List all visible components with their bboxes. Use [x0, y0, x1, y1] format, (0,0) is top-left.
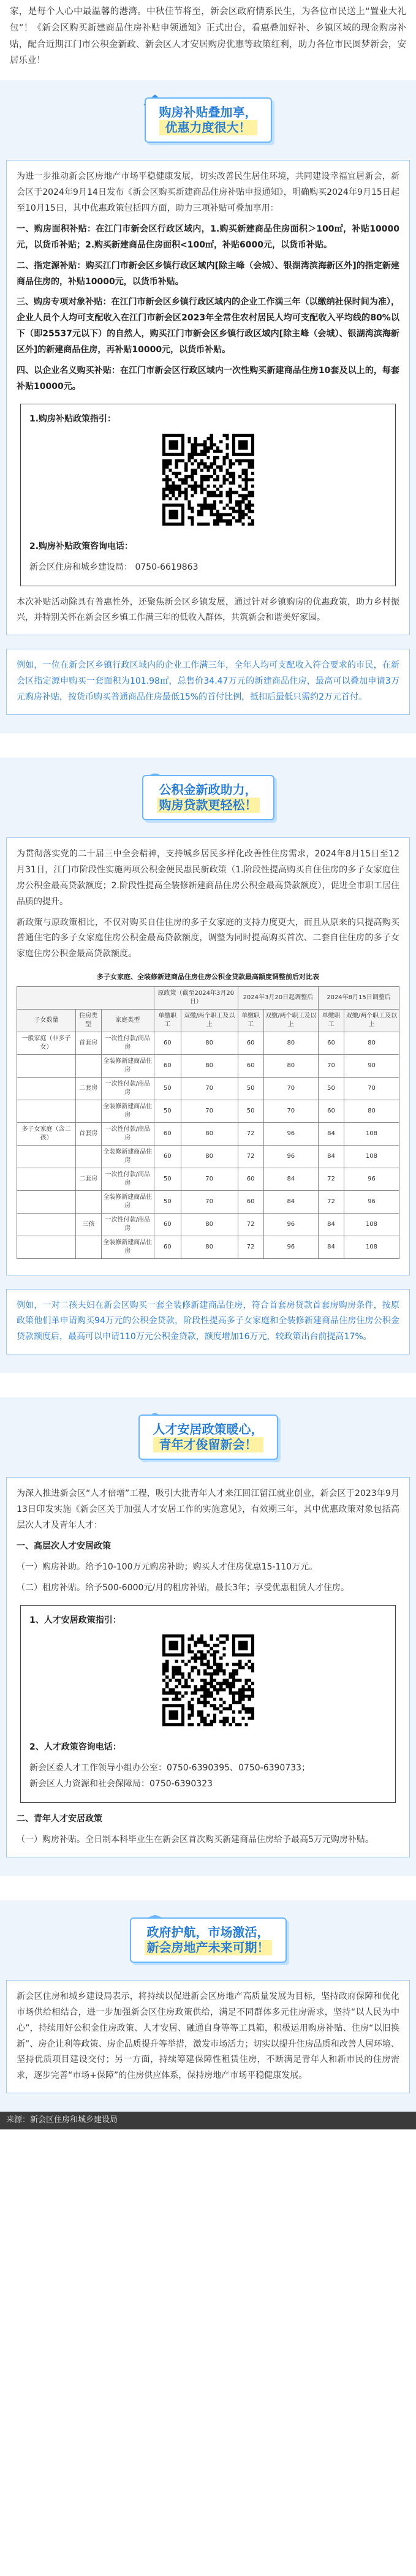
- table-cell: 96: [344, 1190, 399, 1213]
- policy-detail: 新政策与原政策相比，不仅对购买自住住房的多子女家庭的支持力度更大，而且从原来的只提高购买普通住宅的多子女家庭住房公积金最高贷款额度，调整为同时提高购买首次、二套自住住房的多子女家庭住房公积金最高贷款额度。: [17, 917, 399, 959]
- table-header-cell: 家庭类型: [101, 1009, 154, 1032]
- table-cell: 108: [344, 1122, 399, 1145]
- table-header-cell: 单缴职工: [238, 1009, 263, 1032]
- table-cell: 72: [238, 1145, 263, 1168]
- section-provident-fund: [0, 758, 416, 1373]
- loan-table: 原政策（截至2024年3月20日） 2024年3月20日起调整后 2024年8月15日调整后 子女数量 住房类型 家庭类型 单缴职工 双缴/两个职工及以上 单缴职工 双缴/两个职工及以上 单缴职工 双缴/两个职工及以上 一般家庭（非多子女） 首套房 一次性付款/商品房 60 80 60 80 60 80 全装修新建商品住房 60 80 60 80 70 90 二套房 一次性付款/商品房 50 70 50 70 50 70 全装修新建商品住房 50 70 50 70 60 80 多子女家庭（含二孩） 首套房 一次性付款/商品房 60 80 72 96 84 108 全装修新建商品住房 60 80 72 96 84 108 二套房 一次性付款/商品房 50 70 60 84 72 96 全装修新建商品住房 50 70 60 84 72 96 三孩 一次性付款/商品房 60 80 72 96 84 108 全装修新建商品住房 60 80 72 96 84 108: [17, 986, 399, 1259]
- policy-intro: 为进一步推动新会区房地产市场平稳健康发展，切实改善民生居住环境，共同建设幸福宜居新会，新会区于2024年9月14日发布《新会区购买新建商品住房补贴申报通知》，明确购买2024年9月15日起至10月15日，其中优惠政策包括四方面，助力三项补贴可叠加享用：: [17, 172, 399, 214]
- section-talent-housing: [0, 1397, 416, 1876]
- policy-intro: 为贯彻落实党的二十届三中全会精神，支持城乡居民多样化改善性住房需求，2024年8月15日至12月31日，江门市阶段性实施两项公积金便民惠民新政策（1.阶段性提高购买自住住房的多子女家庭住房公积金最高贷款额度；2.阶段性提高全装修新建商品住房公积金最高贷款额度），促进全市职工居住品质的提升。: [17, 848, 399, 907]
- banner-title: 公积金新政助力， 购房贷款更轻松！: [142, 775, 274, 820]
- example-card: [6, 649, 410, 715]
- table-header-cell: 双缴/两个职工及以上: [181, 1009, 238, 1032]
- section-banner: [6, 1397, 410, 1477]
- intro-paragraph: 家，是每个人心中最温馨的港湾。中秋佳节将至，新会区政府情系民生，为各位市民送上“置业大礼包”！《新会区购买新建商品住房补贴申领通知》正式出台，看惠叠加好补、乡镇区域的现金购房补贴，配合近期江门市公积金新政、新会区人才安居购房优惠等政策红利，助力各位市民圆梦新会，安居乐业！: [10, 7, 406, 66]
- section-banner: [6, 1900, 410, 1980]
- table-cell: 70: [263, 1100, 318, 1122]
- table-cell: 84: [263, 1168, 318, 1190]
- table-cell: 80: [263, 1032, 318, 1054]
- table-row: [17, 1054, 399, 1077]
- example-card: [6, 1289, 410, 1355]
- table-row: [17, 1145, 399, 1168]
- table-cell: 96: [263, 1145, 318, 1168]
- section-banner: [6, 80, 410, 160]
- table-cell: 一般家庭（非多子女）: [17, 1032, 76, 1054]
- table-cell: 90: [344, 1054, 399, 1077]
- table-cell: 72: [318, 1190, 344, 1213]
- table-row: [17, 1236, 399, 1258]
- table-cell: 60: [238, 1190, 263, 1213]
- table-cell: 60: [154, 1054, 181, 1077]
- qr-code-icon[interactable]: [162, 434, 254, 526]
- table-cell: [17, 1054, 76, 1077]
- contact-label: 2、人才政策咨询电话：: [29, 1742, 121, 1753]
- table-cell: 一次性付款/商品房: [101, 1213, 154, 1236]
- qr-info-box: [20, 404, 396, 586]
- table-cell: 全装修新建商品住房: [101, 1100, 154, 1122]
- policy-card: [6, 1477, 410, 1857]
- table-header-cell: 住房类型: [75, 1009, 101, 1032]
- table-cell: 60: [154, 1032, 181, 1054]
- table-cell: 108: [344, 1145, 399, 1168]
- table-cell: 全装修新建商品住房: [101, 1054, 154, 1077]
- table-cell: 80: [181, 1054, 238, 1077]
- table-cell: 60: [238, 1054, 263, 1077]
- table-cell: 84: [263, 1190, 318, 1213]
- table-cell: 108: [344, 1213, 399, 1236]
- policy-card: [6, 1980, 410, 2093]
- table-cell: [75, 1145, 101, 1168]
- table-cell: 60: [154, 1213, 181, 1236]
- table-cell: 108: [344, 1236, 399, 1258]
- table-cell: [75, 1190, 101, 1213]
- section-banner: [6, 758, 410, 837]
- policy-item-3: 三、购房专项对象补贴：在江门市新会区乡镇行政区域内的企业工作满三年（以缴纳社保时间为准），企业人员个人均可支配收入在江门市新会区2023年全常住农村居民人均可支配收入平均线的80%以下（即25537元以下）的自然人，购买江门市新会区乡镇行政区域内[除主峰（会城）、银湖湾滨海新区外]的新建商品住房，再补贴10000元，以货币补贴。: [17, 297, 399, 355]
- table-cell: [17, 1145, 76, 1168]
- table-header-cell: 双缴/两个职工及以上: [344, 1009, 399, 1032]
- table-cell: 50: [318, 1077, 344, 1100]
- table-cell: [17, 1236, 76, 1258]
- table-cell: 二套房: [75, 1168, 101, 1190]
- table-cell: 80: [181, 1145, 238, 1168]
- table-cell: 96: [263, 1122, 318, 1145]
- table-cell: 一次性付款/商品房: [101, 1077, 154, 1100]
- policy-card: [6, 837, 410, 1275]
- table-cell: 首套房: [75, 1122, 101, 1145]
- banner-title: 人才安居政策暖心， 青年才俊留新会！: [138, 1415, 278, 1460]
- table-cell: 72: [318, 1168, 344, 1190]
- table-row: [17, 1032, 399, 1054]
- policy-card: [6, 160, 410, 635]
- table-cell: 全装修新建商品住房: [101, 1190, 154, 1213]
- table-cell: 84: [318, 1213, 344, 1236]
- table-cell: 60: [318, 1100, 344, 1122]
- table-cell: 60: [154, 1145, 181, 1168]
- contact-label: 2.购房补贴政策咨询电话：: [29, 541, 134, 551]
- table-header-cell: 单缴职工: [318, 1009, 344, 1032]
- table-cell: 70: [263, 1077, 318, 1100]
- policy-subhead: 一、高层次人才安居政策: [17, 1541, 111, 1551]
- table-row: [17, 1122, 399, 1145]
- table-cell: 96: [263, 1236, 318, 1258]
- policy-item-1: （一）购房补助。给予10-100万元购房补助；购买人才住房优惠15-110万元。: [17, 1562, 318, 1572]
- table-cell: 50: [238, 1100, 263, 1122]
- table-cell: 96: [263, 1213, 318, 1236]
- policy-after: 本次补贴活动除具有普惠性外，还聚焦新会区乡镇发展，通过针对乡镇购房的优惠政策，助力乡村振兴，并特别关怀在新会区乡镇工作满三年的低收入群体，共筑新会和谐美好家园。: [17, 597, 399, 623]
- section-purchase-subsidy: [0, 80, 416, 733]
- table-cell: 首套房: [75, 1032, 101, 1054]
- table-cell: 96: [344, 1168, 399, 1190]
- table-cell: 50: [238, 1077, 263, 1100]
- table-cell: 80: [181, 1213, 238, 1236]
- table-cell: [17, 1168, 76, 1190]
- table-cell: [17, 1190, 76, 1213]
- contact-line-2: 新会区人力资源和社会保障局：0750-6390323: [29, 1779, 213, 1789]
- table-cell: 84: [318, 1145, 344, 1168]
- policy-subhead-2: 二、青年人才安居政策: [17, 1814, 102, 1824]
- table-cell: 80: [181, 1122, 238, 1145]
- table-cell: 60: [318, 1032, 344, 1054]
- table-cell: [75, 1236, 101, 1258]
- table-cell: [17, 1100, 76, 1122]
- table-cell: 全装修新建商品住房: [101, 1145, 154, 1168]
- table-cell: 60: [154, 1236, 181, 1258]
- table-header-cell: 单缴职工: [154, 1009, 181, 1032]
- policy-item-4: 四、以企业名义购买补贴：在江门市新会区行政区域内一次性购买新建商品住房10套及以上的，每套补贴10000元。: [17, 366, 399, 391]
- source-footer: 来源：新会区住房和城乡建设局: [0, 2112, 416, 2129]
- table-cell: 50: [154, 1190, 181, 1213]
- table-cell: 60: [154, 1122, 181, 1145]
- table-cell: [75, 1100, 101, 1122]
- table-title: 多子女家庭、全装修新建商品住房住房公积金贷款最高额度调整前后对比表: [97, 973, 319, 981]
- policy-item-2: 二、指定源补贴：购买江门市新会区乡镇行政区域内[除主峰（会城）、银湖湾滨海新区外]的指定新建商品住房的，补贴10000元，以货币补贴。: [17, 260, 399, 287]
- table-row: [17, 1213, 399, 1236]
- table-row: [17, 1168, 399, 1190]
- section-market-outlook: [0, 1900, 416, 2112]
- banner-title: 政府护航，市场激活， 新会房地产未来可期！: [130, 1917, 287, 1963]
- policy-text: 新会区住房和城乡建设局表示，将持续以促进新会区房地产高质量发展为目标，坚持政府保障和优化市场供给相结合，进一步加强新会区住房政策供给，满足不同群体多元住房需求，坚持“以人民为中心”，持续用好公积金住房政策、人才安居、融通自身等等工具箱，积极运用购房补贴、住房“以旧换新”、房企让利等政策、房企品质提升等举措，激发市场活力；切实以提升住房品质和改善人居环境、坚持优质项目建设交付；另一方面，持续筹建保障性租赁住房，不断满足青年人和新市民的住房需求，逐步完善“市场+保障”的住房供应体系，保持房地产市场平稳健康发展。: [17, 1991, 399, 2081]
- contact-phone[interactable]: 0750-6619863: [135, 562, 199, 572]
- table-cell: 80: [344, 1032, 399, 1054]
- table-cell: 84: [318, 1236, 344, 1258]
- table-cell: 二套房: [75, 1077, 101, 1100]
- qr-info-box: [20, 1605, 396, 1804]
- policy-item-2: （二）租房补贴。给予500-6000元/月的租房补贴，最长3年；享受优惠租赁人才住房。: [17, 1582, 350, 1593]
- table-cell: 84: [318, 1122, 344, 1145]
- table-cell: 全装修新建商品住房: [101, 1236, 154, 1258]
- table-cell: 70: [318, 1054, 344, 1077]
- example-text: 例如，一位在新会区乡镇行政区域内的企业工作满三年，全年人均可支配收入符合要求的市民，在新会区指定源申购买一套面积为101.98㎡，总售价34.47万元的新建商品住房，最高可以叠加申请3万元购房补贴，按货币购买普通商品住房最低15%的首付比例，抵扣后最低只需约2万元首付。: [17, 660, 399, 703]
- qr-code-icon[interactable]: [162, 1634, 254, 1726]
- table-cell: 80: [263, 1054, 318, 1077]
- table-cell: 70: [181, 1100, 238, 1122]
- contact-line: 新会区住房和城乡建设局： 0750-6619863: [29, 562, 199, 572]
- table-cell: [17, 1077, 76, 1100]
- table-cell: 70: [181, 1077, 238, 1100]
- policy-after: （一）购房补贴。全日制本科毕业生在新会区首次购买新建商品住房给予最高5万元购房补贴。: [17, 1835, 374, 1845]
- qr-label: 1、人才安居政策指引：: [29, 1615, 121, 1625]
- table-cell: 50: [154, 1168, 181, 1190]
- table-cell: 72: [238, 1236, 263, 1258]
- table-cell: 一次性付款/商品房: [101, 1168, 154, 1190]
- table-row: [17, 1077, 399, 1100]
- table-row: [17, 1100, 399, 1122]
- contact-line: 新会区委人才工作领导小组办公室：0750-6390395、0750-6390733；: [29, 1763, 311, 1773]
- table-cell: 一次性付款/商品房: [101, 1122, 154, 1145]
- policy-intro: 为深入推进新会区“人才倍增”工程，吸引大批青年人才来江回江留江就业创业，新会区于2023年9月13日印发实施《新会区关于加强人才安居工作的实施意见》，有效期三年，其中优惠政策对象包括高层次人才及青年人才：: [17, 1489, 399, 1530]
- table-cell: 60: [238, 1032, 263, 1054]
- table-cell: 70: [181, 1168, 238, 1190]
- table-cell: 50: [154, 1077, 181, 1100]
- table-cell: 50: [154, 1100, 181, 1122]
- table-cell: 60: [238, 1168, 263, 1190]
- table-cell: 72: [238, 1122, 263, 1145]
- policy-item-1: 一、购房面积补贴：在江门市新会区行政区域内，1.购买新建商品住房面积＞100㎡，补贴10000元，以货币补贴；2.购买新建商品住房面积<100㎡，补贴6000元，以货币补贴。: [17, 224, 399, 250]
- table-header-cell: 双缴/两个职工及以上: [263, 1009, 318, 1032]
- table-cell: [17, 1213, 76, 1236]
- table-cell: 一次性付款/商品房: [101, 1032, 154, 1054]
- table-row: [17, 1190, 399, 1213]
- table-cell: 多子女家庭（含二孩）: [17, 1122, 76, 1145]
- table-cell: 70: [181, 1190, 238, 1213]
- loan-comparison-table: [17, 971, 399, 1258]
- table-cell: [75, 1054, 101, 1077]
- table-cell: 80: [181, 1236, 238, 1258]
- table-header-cell: 子女数量: [17, 1009, 76, 1032]
- table-cell: 80: [344, 1100, 399, 1122]
- table-cell: 80: [181, 1032, 238, 1054]
- table-cell: 70: [344, 1077, 399, 1100]
- table-cell: 72: [238, 1213, 263, 1236]
- example-text: 例如，一对二孩夫妇在新会区购买一套全装修新建商品住房，符合首套房贷款首套房购房条件，按原政策他们单申请购买94万元的公积金贷款，阶段性提高多子女家庭和全装修新建商品住房住房公积金贷款额度后，最高可以申请110万元公积金贷款，额度增加16万元，较政策出台前提高17%。: [17, 1300, 399, 1342]
- table-cell: 三孩: [75, 1213, 101, 1236]
- banner-title: 购房补贴叠加享， 优惠力度很大！: [145, 97, 272, 143]
- qr-label: 1.购房补贴政策指引：: [29, 414, 116, 424]
